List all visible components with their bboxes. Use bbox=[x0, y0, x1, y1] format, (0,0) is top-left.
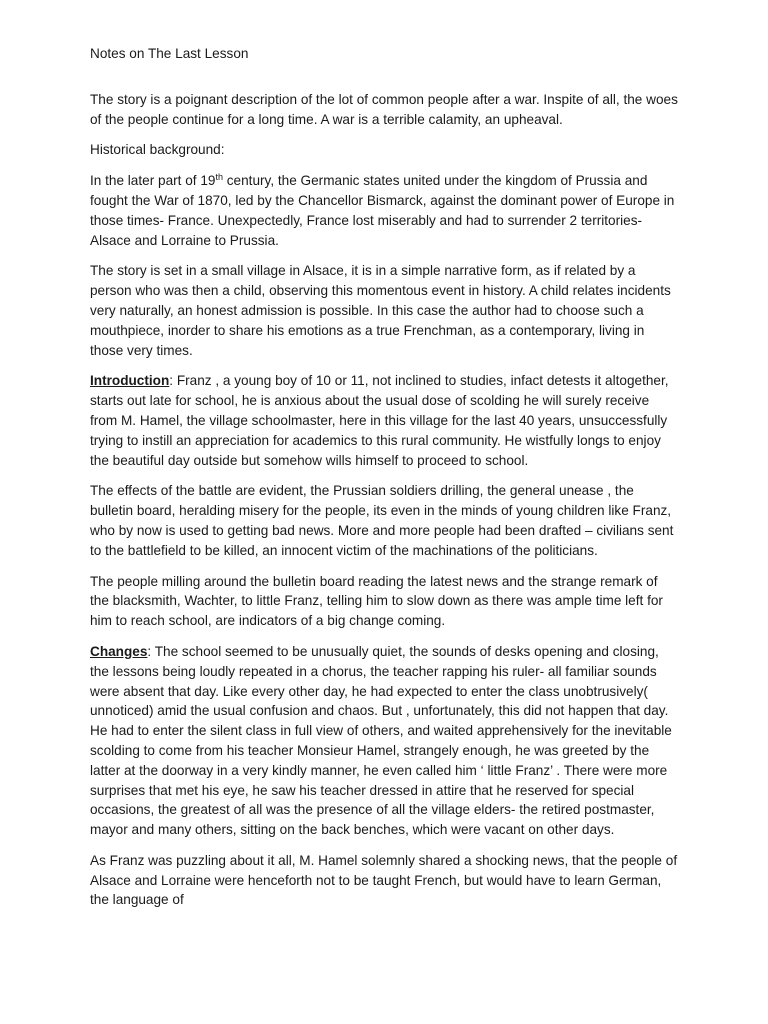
paragraph-intro: The story is a poignant description of the lot of common people after a war. Inspite of all, the woes of the people continue for a long time. A war is a terrible calamity, an upheaval. bbox=[90, 91, 678, 127]
historical-text-rest: century, the Germanic states united under the kingdom of Prussia and fought the War of 1870, led by the Chancellor Bismarck, against the dominant power of Europe in those times- France. Unexpectedly, France lost miserably and had to surrender 2 territories- Alsace and Lorraine to Prussia. bbox=[90, 173, 675, 248]
document-title: Notes on The Last Lesson bbox=[90, 46, 249, 61]
paragraph-changes bbox=[90, 642, 680, 840]
paragraph-effects: The effects of the battle are evident, the Prussian soldiers drilling, the general unease , the bulletin board, heralding misery for the people, its even in the minds of young children like Franz, who by now is used to getting bad news. More and more people had been drafted – civilians sent to the battlefield to be killed, an innocent victim of the machinations of the politicians. bbox=[90, 483, 674, 558]
paragraph-introduction bbox=[90, 371, 680, 470]
historical-text-start: In the later part of 19 bbox=[90, 173, 216, 189]
superscript-th: th bbox=[215, 172, 223, 183]
introduction-heading: Introduction bbox=[90, 373, 170, 389]
paragraph-historical bbox=[90, 171, 680, 250]
document-page bbox=[90, 44, 680, 921]
changes-heading: Changes bbox=[90, 643, 148, 659]
introduction-text: : Franz , a young boy of 10 or 11, not inclined to studies, infact detests it altogether, starts out late for school, he is anxious about the usual dose of scolding he will surely receive from M. Hamel, the village schoolmaster, here in this village for the last 40 years, unsuccessfully trying to instill an appreciation for academics to this rural community. He wistfully longs to enjoy the beautiful day outside but somehow wills himself to proceed to school. bbox=[90, 373, 669, 468]
paragraph-announcement: As Franz was puzzling about it all, M. Hamel solemnly shared a shocking news, that the people of Alsace and Lorraine were henceforth not to be taught French, but would have to learn German, the language of bbox=[90, 852, 678, 908]
paragraph-bulletin: The people milling around the bulletin board reading the latest news and the strange remark of the blacksmith, Wachter, to little Franz, telling him to slow down as there was ample time left for him to reach school, are indicators of a big change coming. bbox=[90, 573, 663, 629]
changes-text: : The school seemed to be unusually quiet, the sounds of desks opening and closing, the lessons being loudly repeated in a chorus, the teacher rapping his ruler- all familiar sounds were absent that day. Like every other day, he had expected to enter the class unobtrusively( unnoticed) amid the usual confusion and chaos. But , unfortunately, this did not happen that day. He had to enter the silent class in full view of others, and waited apprehensively for the inevitable scolding to come from his teacher Monsieur Hamel, strangely enough, he was greeted by the latter at the doorway in a very kindly manner, he even called him ‘ little Franz’ . There were more surprises that met his eye, he saw his teacher dressed in attire that he reserved for special occasions, the greatest of all was the presence of all the village elders- the retired postmaster, mayor and many others, sitting on the back benches, which were vacant on other days. bbox=[90, 643, 672, 838]
paragraph-setting: The story is set in a small village in Alsace, it is in a simple narrative form, as if related by a person who was then a child, observing this momentous event in history. A child relates incidents very naturally, an honest admission is possible. In this case the author had to choose such a mouthpiece, inorder to share his emotions as a true Frenchman, as a contemporary, living in those very times. bbox=[90, 263, 671, 358]
paragraph-heading-historical: Historical background: bbox=[90, 142, 225, 158]
